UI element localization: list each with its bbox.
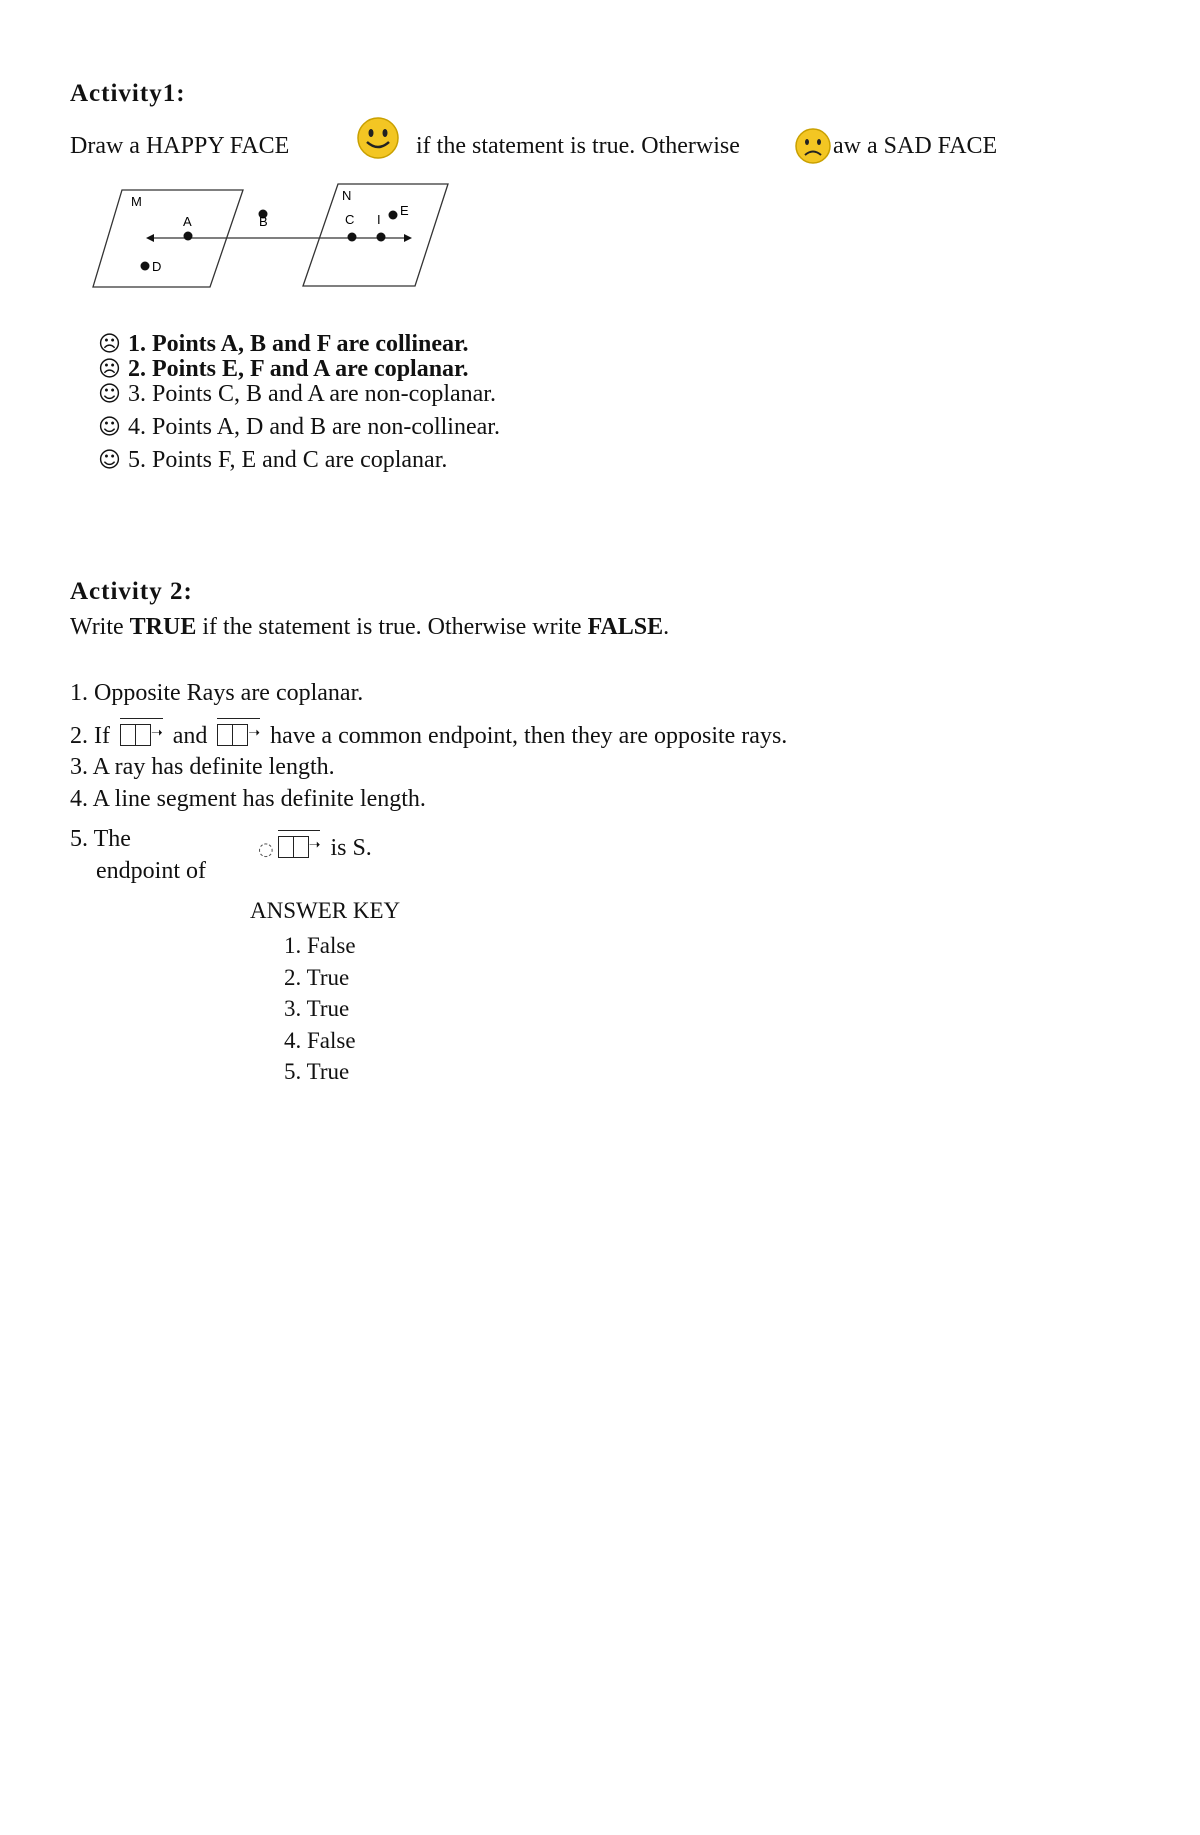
label-a: A: [183, 214, 192, 229]
answer-item: 1. False: [284, 933, 356, 958]
plane-n: [303, 184, 448, 286]
label-n: N: [342, 188, 352, 203]
happy-face-icon: ☺: [98, 415, 121, 440]
question-5-c: ◌ ➝ is S.: [258, 830, 372, 862]
activity2-title: Activity 2:: [70, 578, 193, 605]
sad-face-icon: ☹: [98, 357, 121, 382]
activity2-instruction: Write TRUE if the statement is true. Otherwise write FALSE.: [70, 614, 670, 640]
ray-symbol-icon: ➝: [217, 718, 260, 750]
ray-symbol-icon: ➝: [278, 830, 321, 862]
ray-symbol-icon: ➝: [120, 718, 163, 750]
activity1-instruction-a: Draw a HAPPY FACE: [70, 133, 290, 159]
happy-face-icon: ☺: [98, 382, 121, 407]
activity1-title: Activity1:: [70, 80, 186, 107]
activity1-item: ☺ 3. Points C, B and A are non-coplanar.: [98, 381, 496, 407]
label-m: M: [131, 194, 142, 209]
label-d: D: [152, 259, 162, 274]
point-i: [377, 233, 386, 242]
activity1-item-list: [98, 332, 500, 473]
planes-figure: [90, 180, 460, 292]
activity1-item: ☹ 1. Points A, B and F are collinear.: [98, 331, 469, 357]
question-1: 1. Opposite Rays are coplanar.: [70, 680, 364, 706]
question-2: 2. If ➝ and ➝ have a common endpoint, then they are opposite rays.: [70, 718, 787, 750]
happy-face-icon: ☺: [98, 448, 121, 473]
answer-item: 3. True: [284, 996, 350, 1021]
label-c: C: [345, 212, 355, 227]
activity1-instruction-b: if the statement is true. Otherwise: [416, 133, 740, 159]
point-e: [389, 211, 398, 220]
right-arrowhead: [404, 234, 412, 242]
answer-item: 5. True: [284, 1059, 350, 1084]
activity1-item: ☹ 2. Points E, F and A are coplanar.: [98, 356, 469, 382]
activity1-instruction-c: aw a SAD FACE: [833, 133, 998, 159]
answer-item: 4. False: [284, 1027, 356, 1053]
sad-face-icon: [794, 127, 832, 165]
question-5-b: endpoint of: [96, 858, 206, 884]
question-4: 4. A line segment has definite length.: [70, 786, 426, 812]
question-5-a: 5. The: [70, 826, 131, 852]
point-a: [184, 232, 193, 241]
activity1-item: ☺ 4. Points A, D and B are non-collinear.: [98, 414, 500, 440]
answer-key-list: [284, 930, 356, 1088]
dotted-circle-icon: ◌: [258, 839, 274, 860]
answer-key-title: ANSWER KEY: [250, 898, 401, 923]
label-b: B: [259, 214, 268, 229]
left-arrowhead: [146, 234, 154, 242]
sad-face-icon: ☹: [98, 332, 121, 357]
point-c: [348, 233, 357, 242]
answer-item: 2. True: [284, 964, 350, 990]
label-i: I: [377, 212, 381, 227]
activity1-item: ☺ 5. Points F, E and C are coplanar.: [98, 447, 448, 473]
happy-face-icon: [356, 116, 400, 160]
label-e: E: [400, 203, 409, 218]
question-3: 3. A ray has definite length.: [70, 754, 335, 780]
point-d: [141, 262, 150, 271]
